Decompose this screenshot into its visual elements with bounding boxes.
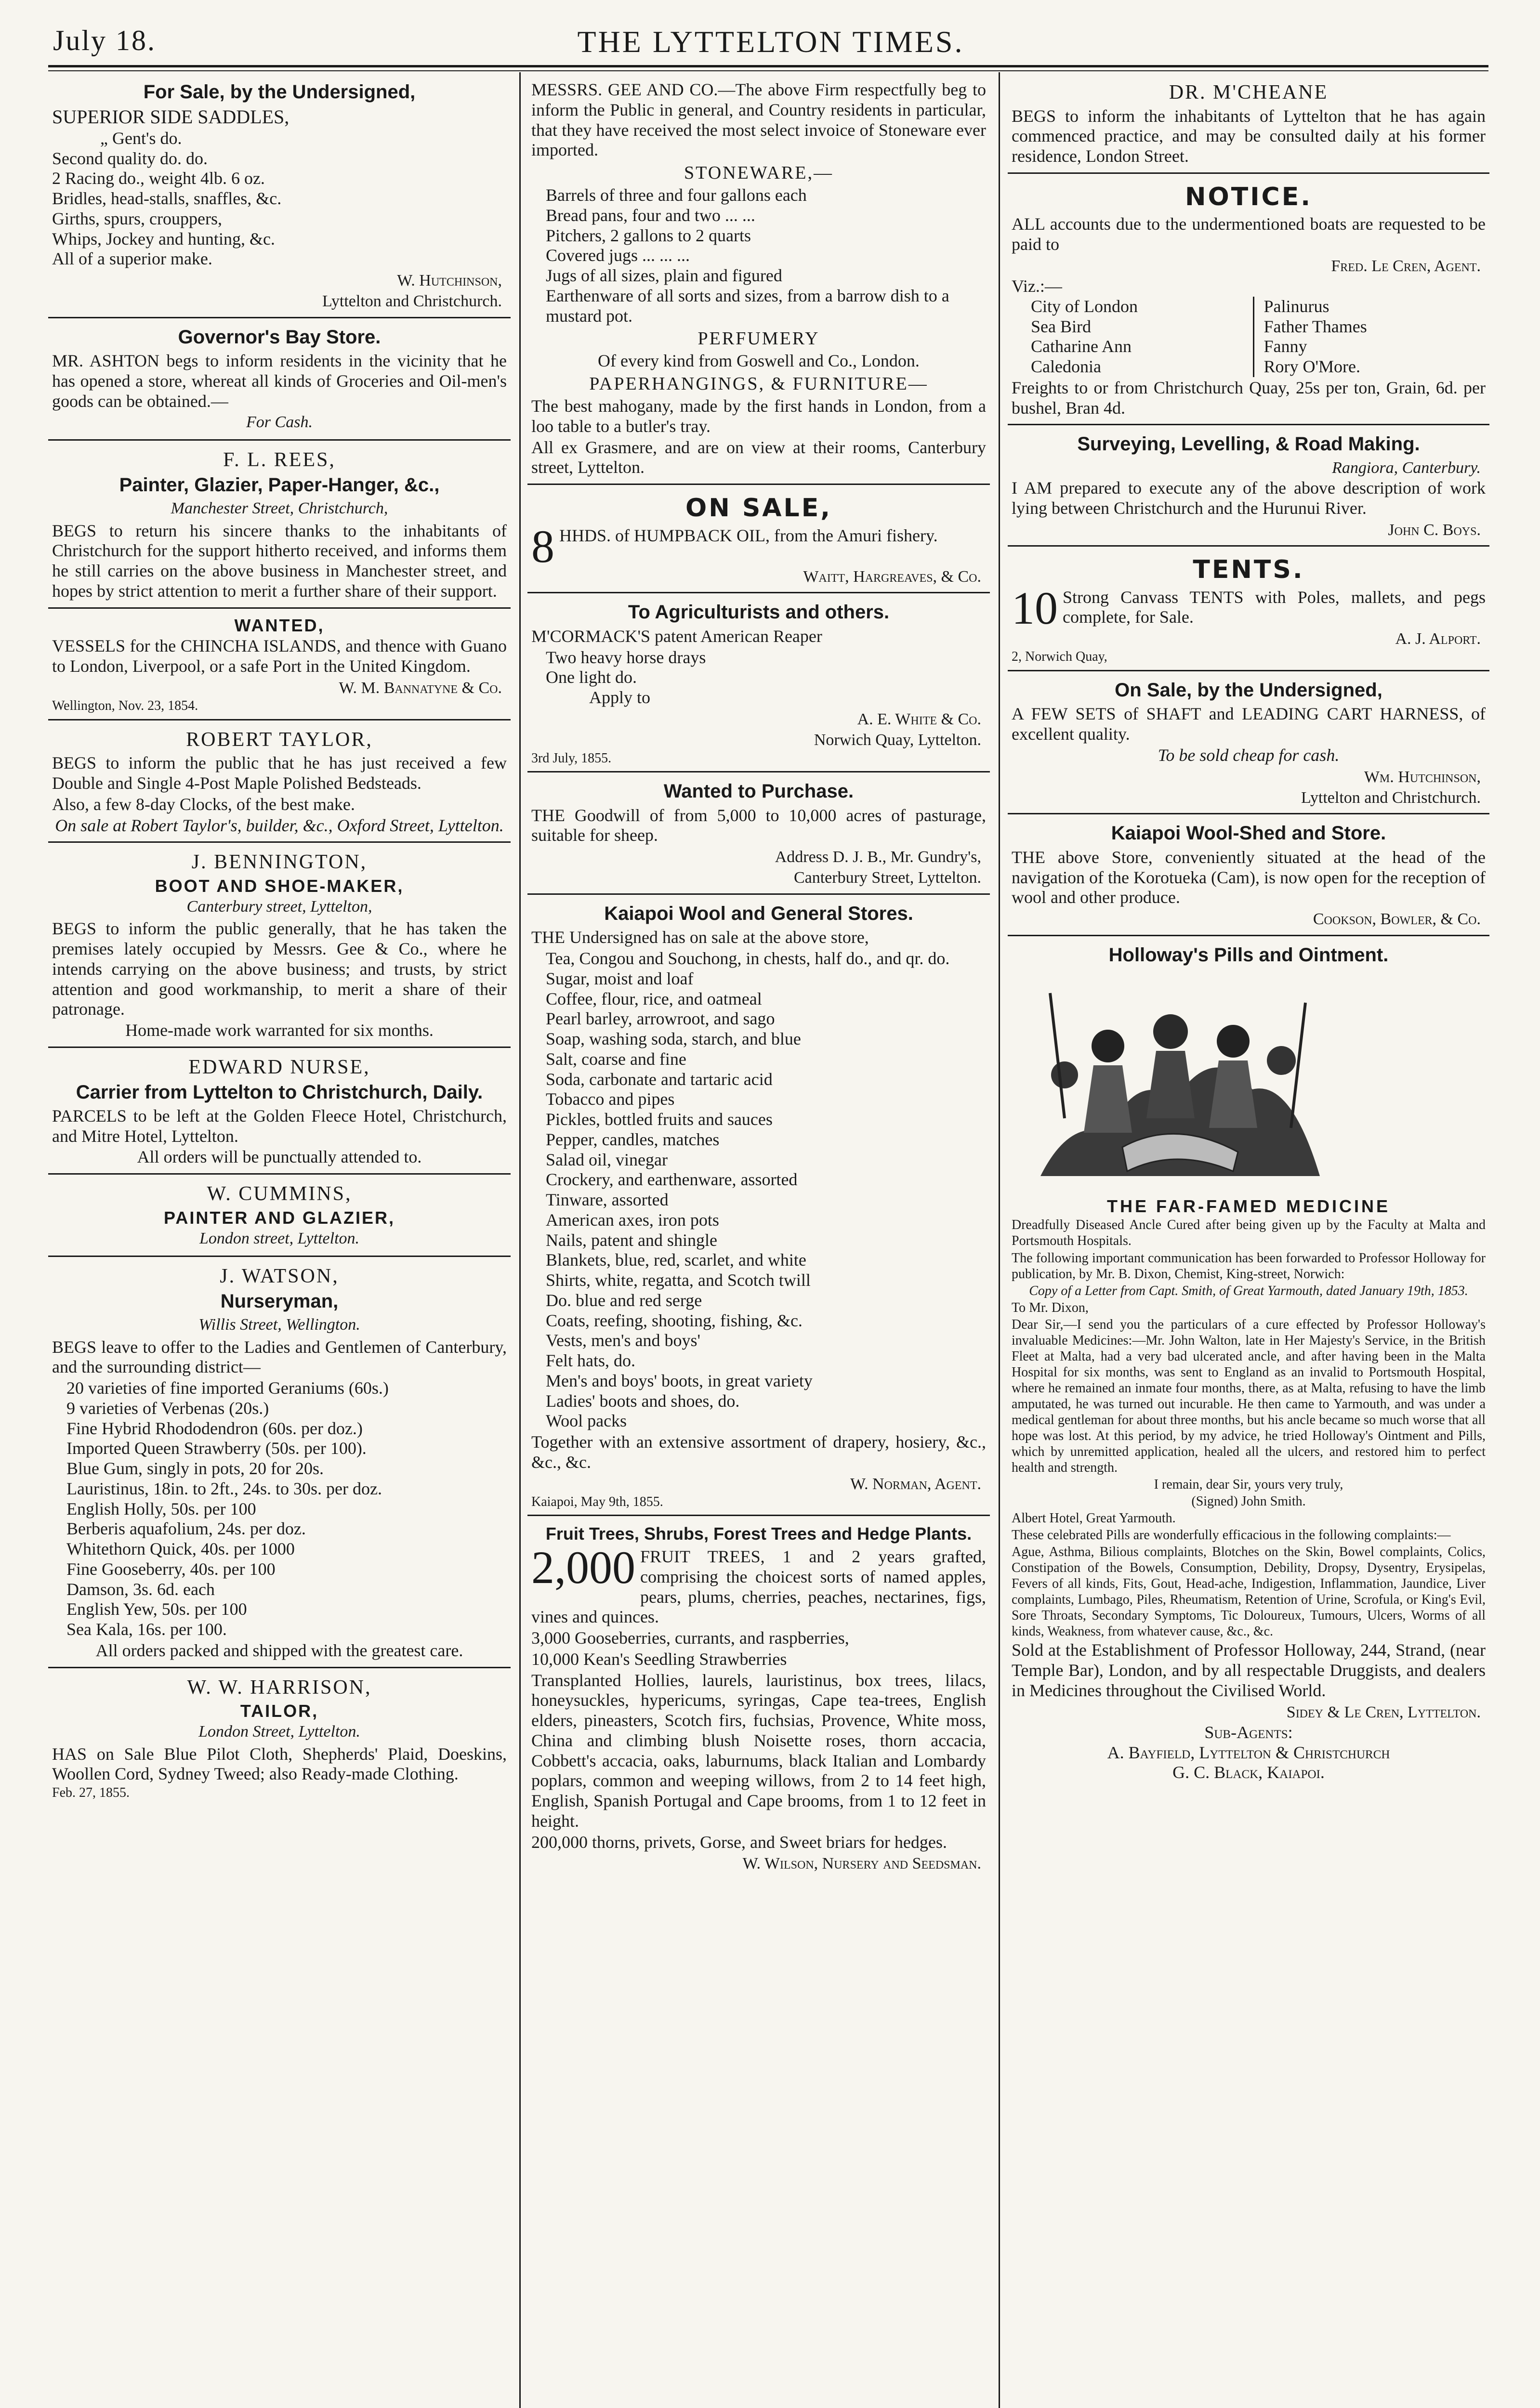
ad-note: On sale at Robert Taylor's, builder, &c., Oxford Street, Lyttelton. — [55, 815, 504, 835]
ad-agriculturists — [527, 597, 990, 772]
ad-trade: PAINTER AND GLAZIER, — [164, 1207, 395, 1228]
ad-body: THE Goodwill of from 5,000 to 10,000 acres of pasturage, suitable for sheep. — [531, 805, 986, 845]
signature: Sidey & Le Cren, Lyttelton. — [1286, 1703, 1481, 1721]
list-item: 20 varieties of fine imported Geraniums (60s.) — [66, 1378, 389, 1398]
ad-text: (Signed) John Smith. — [1191, 1493, 1306, 1509]
list-item: Lauristinus, 18in. to 2ft., 24s. to 30s. per doz. — [66, 1479, 382, 1498]
ad-address: London street, Lyttelton. — [199, 1229, 360, 1247]
ad-place: Rangiora, Canterbury. — [1332, 458, 1481, 477]
list-item: Catharine Ann — [1031, 337, 1132, 356]
list-item: Pearl barley, arrowroot, and sago — [546, 1009, 775, 1029]
ad-surveying — [1008, 429, 1489, 547]
ad-trade: BOOT AND SHOE-MAKER, — [155, 876, 404, 896]
ad-notice-boats — [1008, 178, 1489, 426]
goods-list — [531, 949, 986, 1431]
ad-text: The following important communication has been forwarded to Professor Holloway for publication, by Mr. B. Dixon, Chemist, King-street, Norwich: — [1012, 1250, 1486, 1282]
ad-body: ALL accounts due to the undermentioned boats are requested to be paid to — [1012, 214, 1486, 254]
signature-address: Lyttelton and Christchurch. — [322, 292, 502, 311]
list-item: Pepper, candles, matches — [546, 1129, 720, 1149]
list-item: City of London — [1031, 296, 1138, 316]
list-item: Sea Kala, 16s. per 100. — [66, 1620, 227, 1639]
column-3 — [1008, 77, 1489, 2408]
list-item: Tinware, assorted — [546, 1190, 669, 1210]
ad-note: All orders will be punctually attended to. — [137, 1147, 422, 1167]
list-item: SUPERIOR SIDE SADDLES, — [52, 106, 290, 128]
column-1 — [48, 77, 511, 2408]
ad-body: HAS on Sale Blue Pilot Cloth, Shepherds' Plaid, Doeskins, Woollen Cord, Sydney Tweed; also Ready-made Clothing. — [52, 1744, 507, 1784]
ad-body: BEGS to inform the public generally, that he has taken the premises lately occupied by Messrs. Gee & Co., where he intends carrying on the above business; and trusts, by strict attention and good workmanship, to merit a share of their patronage. — [52, 919, 507, 1019]
ad-trade: TAILOR, — [240, 1701, 319, 1721]
ad-name: ROBERT TAYLOR, — [186, 728, 373, 751]
ad-text: All ex Grasmere, and are on view at their rooms, Canterbury street, Lyttelton. — [531, 437, 986, 477]
list-item: Covered jugs ... ... ... — [546, 246, 690, 265]
list-item: Do. blue and red serge — [546, 1290, 702, 1310]
list-item: English Yew, 50s. per 100 — [66, 1599, 247, 1619]
ad-tents — [1008, 550, 1489, 671]
ad-body: BEGS to inform the public that he has just received a few Double and Single 4-Post Maple Polished Bedsteads. — [52, 753, 507, 793]
ad-text: 200,000 thorns, privets, Gorse, and Sweet briars for hedges. — [531, 1832, 947, 1852]
ad-header: TENTS. — [1193, 555, 1304, 585]
ad-text: Dreadfully Diseased Ancle Cured after being given up by the Faculty at Malta and Portsmouth Hospitals. — [1012, 1217, 1486, 1249]
ad-body: BEGS leave to offer to the Ladies and Gentlemen of Canterbury, and the surrounding district— — [52, 1337, 507, 1377]
signature: Waitt, Hargreaves, & Co. — [803, 567, 981, 586]
ad-text: Albert Hotel, Great Yarmouth. — [1012, 1511, 1176, 1526]
ad-body: THE above Store, conveniently situated at the head of the navigation of the Korotueka (Cam), is now open for the reception of wool and other produce. — [1012, 847, 1486, 907]
ad-address: London Street, Lyttelton. — [198, 1723, 360, 1741]
drop-number: 8 — [531, 520, 554, 572]
ad-text: Dear Sir,—I send you the particulars of a cure effected by Professor Holloway's invaluable Medicines:—Mr. John Walton, late in Her Majesty's Service, in the British Fleet at Malta, had a very bad ulcerated ancle, and after having been in the Malta Hospital for six months, was sent to England as an invalid to Portsmouth Hospital, where he remained an inmate four months, there, as at Malta, refusing to have the limb amputated, he was turned out incurable. He then came to Yarmouth, and was under a medical gentleman for about three months, but his ancle became so much worse that all hope was lost. At this period, by my advice, he tried Holloway's Ointment and Pills, which by unremitted application, healed all the ulcers, and restored him to perfect health and strength. — [1012, 1317, 1486, 1475]
list-item: Whips, Jockey and hunting, &c. — [52, 229, 275, 249]
ad-cart-harness — [1008, 675, 1489, 815]
ad-wanted-to-purchase — [527, 776, 990, 895]
signature-address: Lyttelton and Christchurch. — [1301, 789, 1481, 807]
ad-body: THE Undersigned has on sale at the above store, — [531, 928, 869, 947]
ad-harrison — [48, 1672, 511, 1806]
ad-note: Home-made work warranted for six months. — [125, 1021, 434, 1040]
ad-edward-nurse — [48, 1052, 511, 1175]
list-item: Soap, washing soda, starch, and blue — [546, 1029, 801, 1049]
list-item: Fanny — [1264, 337, 1307, 356]
list-item: 2 Racing do., weight 4lb. 6 oz. — [52, 169, 265, 188]
holloway-illustration — [1012, 974, 1349, 1186]
ad-note: For Cash. — [246, 413, 313, 431]
ad-body: HHDS. of HUMPBACK OIL, from the Amuri fishery. — [559, 525, 938, 545]
signature-address: Norwich Quay, Lyttelton. — [814, 731, 981, 749]
ad-body: MR. ASHTON begs to inform residents in the vicinity that he has opened a store, whereat all kinds of Groceries and Oil-men's goods can be obtained.— — [52, 351, 507, 411]
signature-address: Canterbury Street, Lyttelton. — [793, 869, 981, 887]
ad-text: The best mahogany, made by the first hands in London, from a loo table to a butler's tray. — [531, 396, 986, 436]
ad-trade: Carrier from Lyttelton to Christchurch, Daily. — [76, 1081, 483, 1103]
signature: John C. Boys. — [1388, 521, 1481, 539]
list-item: Tobacco and pipes — [546, 1089, 675, 1109]
ad-address: Manchester Street, Christchurch, — [171, 499, 388, 518]
list-item: Bridles, head-stalls, snaffles, &c. — [52, 189, 282, 209]
list-item: Sugar, moist and loaf — [546, 968, 694, 988]
list-item: Caledonia — [1031, 357, 1101, 377]
list-item: Whitethorn Quick, 40s. per 1000 — [66, 1539, 295, 1559]
masthead — [53, 24, 1488, 58]
ad-name: DR. M'CHEANE — [1169, 81, 1329, 104]
ad-text: 3,000 Gooseberries, currants, and raspberries, — [531, 1628, 849, 1648]
column-2 — [527, 77, 990, 2408]
issue-date: July 18. — [53, 25, 157, 56]
boat-list — [1012, 297, 1486, 377]
ad-gee-and-co — [527, 77, 990, 485]
ad-body: FRUIT TREES, 1 and 2 years grafted, comprising the choicest sorts of named apples, pears, plums, cherries, peaches, nectarines, figs, vines and quinces. — [531, 1547, 986, 1627]
ad-note: All orders packed and shipped with the greatest care. — [95, 1640, 463, 1660]
list-item: Earthenware of all sorts and sizes, from a barrow dish to a mustard pot. — [546, 286, 949, 326]
ad-body: A FEW SETS of SHAFT and LEADING CART HARNESS, of excellent quality. — [1012, 704, 1486, 744]
ad-header: Holloway's Pills and Ointment. — [1108, 944, 1389, 966]
list-item: Imported Queen Strawberry (50s. per 100). — [66, 1439, 367, 1458]
list-item: Nails, patent and shingle — [546, 1230, 717, 1250]
ad-humpback-oil — [527, 489, 990, 593]
ad-text: Copy of a Letter from Capt. Smith, of Great Yarmouth, dated January 19th, 1853. — [1029, 1283, 1468, 1298]
ad-note: To be sold cheap for cash. — [1158, 745, 1340, 765]
list-item: Blue Gum, singly in pots, 20 for 20s. — [66, 1459, 324, 1479]
list-item: Crockery, and earthenware, assorted — [546, 1170, 798, 1190]
signature: W. Norman, Agent. — [850, 1475, 981, 1493]
ad-body: MESSRS. GEE AND CO.—The above Firm respectfully beg to inform the Public in general, and Country residents in particular, that they have received the most select invoice of Stoneware ever imported. — [531, 80, 986, 160]
ad-name: W. CUMMINS, — [207, 1183, 352, 1205]
list-item: Felt hats, do. — [546, 1351, 635, 1371]
list-item: Ladies' boots and shoes, do. — [546, 1391, 740, 1411]
ad-date: Feb. 27, 1855. — [52, 1785, 130, 1801]
list-item: Palinurus — [1264, 296, 1329, 316]
list-item: Berberis aquafolium, 24s. per doz. — [66, 1519, 306, 1539]
drop-number: 10 — [1012, 582, 1058, 634]
ad-bennington — [48, 847, 511, 1047]
list-item: Girths, spurs, crouppers, — [52, 209, 222, 228]
ad-header: Wanted to Purchase. — [663, 781, 854, 802]
ad-name: J. WATSON, — [220, 1265, 339, 1288]
list-item: Soda, carbonate and tartaric acid — [546, 1069, 773, 1089]
list-item: Coffee, flour, rice, and oatmeal — [546, 989, 762, 1008]
ad-name: W. W. HARRISON, — [187, 1676, 372, 1699]
section-heading: PAPERHANGINGS, & FURNITURE— — [589, 374, 928, 394]
ad-text: 10,000 Kean's Seedling Strawberries — [531, 1649, 787, 1669]
ad-date: 3rd July, 1855. — [531, 750, 612, 766]
plant-list — [52, 1378, 507, 1640]
ad-rees — [48, 445, 511, 609]
list-item: Fine Hybrid Rhododendron (60s. per doz.) — [66, 1418, 363, 1438]
ad-header: To Agriculturists and others. — [628, 602, 890, 623]
ad-header: WANTED, — [234, 615, 325, 635]
list-item: Jugs of all sizes, plain and figured — [546, 266, 782, 286]
ad-header: ON SALE, — [685, 494, 832, 523]
list-item: Father Thames — [1264, 316, 1367, 336]
ad-extra: Also, a few 8-day Clocks, of the best make. — [52, 794, 355, 814]
ad-body: M'CORMACK'S patent American Reaper — [531, 626, 822, 646]
ad-date: Wellington, Nov. 23, 1854. — [52, 698, 198, 714]
ad-header: For Sale, by the Undersigned, — [143, 81, 416, 103]
list-item: Second quality do. do. — [52, 148, 208, 168]
newspaper-title: THE LYTTELTON TIMES. — [577, 25, 964, 59]
ad-header: Surveying, Levelling, & Road Making. — [1077, 433, 1420, 455]
ad-header: Fruit Trees, Shrubs, Forest Trees and Hedge Plants. — [545, 1524, 972, 1544]
ad-wanted-vessels — [48, 613, 511, 720]
ad-header: Governor's Bay Store. — [178, 326, 381, 348]
ad-trade: Painter, Glazier, Paper-Hanger, &c., — [119, 474, 440, 496]
list-item: Tea, Congou and Souchong, in chests, half do., and qr. do. — [546, 949, 950, 968]
signature: Wm. Hutchinson, — [1364, 768, 1481, 786]
ad-header: On Sale, by the Undersigned, — [1115, 679, 1382, 701]
column-divider-2 — [999, 72, 1000, 2408]
ad-text: Together with an extensive assortment of drapery, hosiery, &c., &c., &c. — [531, 1432, 986, 1472]
list-item: Barrels of three and four gallons each — [546, 185, 807, 205]
ad-text: Ague, Asthma, Bilious complaints, Blotches on the Skin, Bowel complaints, Colics, Constipation of the Bowels, Consumption, Debility, Dropsy, Dysentry, Erysipelas, Fevers of all kinds, Fits, Gout, Head-ache, Indigestion, Inflammation, Jaundice, Liver complaints, Lumbago, Piles, Rheumatism, Retention of Urine, Scrofula, or King's Evil, Sore Throats, Secondary Symptoms, Tic Doloureux, Tumours, Ulcers, Worms of all kinds, Weakness, from whatever cause, &c., &c. — [1012, 1544, 1486, 1639]
list-item: Shirts, white, regatta, and Scotch twill — [546, 1270, 811, 1290]
ad-date: Kaiapoi, May 9th, 1855. — [531, 1494, 663, 1509]
list-item: 9 varieties of Verbenas (20s.) — [66, 1398, 269, 1418]
list-item: Fine Gooseberry, 40s. per 100 — [66, 1559, 276, 1579]
ad-cummins — [48, 1178, 511, 1257]
ad-kaiapoi-stores — [527, 899, 990, 1517]
signature: Address D. J. B., Mr. Gundry's, — [775, 848, 981, 866]
ad-body: I AM prepared to execute any of the above description of work lying between Christchurch and the Hurunui River. — [1012, 478, 1486, 518]
signature: W. M. Bannatyne & Co. — [339, 679, 502, 697]
ad-header: NOTICE. — [1185, 182, 1312, 211]
ad-header: Kaiapoi Wool-Shed and Store. — [1111, 823, 1386, 844]
ad-trade: Nurseryman, — [220, 1290, 339, 1312]
sub-agent: A. Bayfield, Lyttelton & Christchurch — [1107, 1742, 1390, 1762]
signature: W. Wilson, Nursery and Seedsman. — [742, 1855, 981, 1873]
list-item: Sea Bird — [1031, 316, 1091, 336]
ad-name: F. L. REES, — [223, 448, 336, 471]
testimonial — [1012, 1217, 1486, 1639]
illustration-caption: THE FAR-FAMED MEDICINE — [1106, 1196, 1390, 1216]
ad-name: EDWARD NURSE, — [188, 1056, 370, 1078]
ad-address: Willis Street, Wellington. — [198, 1316, 360, 1334]
list-item: English Holly, 50s. per 100 — [66, 1499, 256, 1518]
list-item: Salad oil, vinegar — [546, 1150, 668, 1169]
signature: A. J. Alport. — [1395, 630, 1481, 648]
viz-label: Viz.:— — [1012, 276, 1062, 296]
list-item: Wool packs — [546, 1411, 627, 1431]
list-item: Bread pans, four and two ... ... — [546, 205, 755, 225]
ad-text: To Mr. Dixon, — [1012, 1300, 1089, 1315]
ad-governors-bay-store — [48, 322, 511, 441]
signature: A. E. White & Co. — [857, 710, 981, 728]
section-heading: STONEWARE,— — [684, 163, 833, 183]
list-item: Two heavy horse drays — [546, 647, 706, 667]
list-item: All of a superior make. — [52, 249, 212, 269]
ad-robert-taylor — [48, 724, 511, 843]
ad-holloway — [1008, 940, 1489, 1788]
ad-side-saddles — [48, 77, 511, 318]
ad-body: Strong Canvass TENTS with Poles, mallets, and pegs complete, for Sale. — [1063, 587, 1486, 627]
ad-header: Kaiapoi Wool and General Stores. — [604, 903, 913, 924]
ad-address: 2, Norwich Quay, — [1012, 649, 1107, 665]
signature: Cookson, Bowler, & Co. — [1313, 910, 1481, 929]
ad-text: Of every kind from Goswell and Co., London. — [598, 351, 920, 371]
ad-watson — [48, 1261, 511, 1668]
list-item: Apply to — [589, 688, 651, 707]
ad-text: Transplanted Hollies, laurels, lauristinus, box trees, lilacs, honeysuckles, hypericums, syringas, Cape tea-trees, English elders, pineasters, Scotch firs, fuchsias, Provence, White moss, China and climbing blush Noisette roses, thorn accacia, Cobbett's accacia, oaks, laburnums, black Italian and Lombardy poplars, common and weeping willows, from 2 to 14 feet high, English, Spanish Portugal and Cape brooms, from 1 to 12 feet in height. — [531, 1670, 986, 1831]
masthead-rule — [48, 65, 1488, 71]
ad-body: PARCELS to be left at the Golden Fleece Hotel, Christchurch, and Mitre Hotel, Lyttelton. — [52, 1106, 507, 1146]
sub-agent: G. C. Black, Kaiapoi. — [1172, 1763, 1325, 1782]
ad-text: Sold at the Establishment of Professor Holloway, 244, Strand, (near Temple Bar), London, and by all respectable Druggists, and dealers in Medicines throughout the Civilised World. — [1012, 1640, 1486, 1700]
ad-kaiapoi-woolshed — [1008, 818, 1489, 936]
list-item: Vests, men's and boys' — [546, 1331, 700, 1350]
ad-body: BEGS to inform the inhabitants of Lyttelton that he has again commenced practice, and may be consulted daily at his former residence, London Street. — [1012, 106, 1486, 166]
section-heading: PERFUMERY — [698, 328, 820, 349]
list-item: Pickles, bottled fruits and sauces — [546, 1110, 773, 1129]
column-divider-1 — [519, 72, 521, 2408]
list-item: Rory O'More. — [1264, 357, 1360, 377]
ad-body: VESSELS for the CHINCHA ISLANDS, and thence with Guano to London, Liverpool, or a safe Port in the United Kingdom. — [52, 636, 507, 676]
ad-body: BEGS to return his sincere thanks to the inhabitants of Christchurch for the support hitherto received, and informs them he still carries on the above business in Manchester street, and hopes by strict attention to merit a further share of their support. — [52, 521, 507, 601]
list-item: Coats, reefing, shooting, fishing, &c. — [546, 1310, 803, 1330]
list-item: „ Gent's do. — [100, 128, 182, 148]
ad-text: I remain, dear Sir, yours very truly, — [1154, 1477, 1343, 1492]
ad-fruit-trees — [527, 1520, 990, 1879]
list-item: Salt, coarse and fine — [546, 1049, 686, 1069]
list-item: American axes, iron pots — [546, 1210, 719, 1230]
list-item: Blankets, blue, red, scarlet, and white — [546, 1250, 806, 1270]
drop-number: 2,000 — [531, 1542, 635, 1594]
ad-dr-mcheane — [1008, 77, 1489, 174]
list-item: Pitchers, 2 gallons to 2 quarts — [546, 225, 751, 245]
list-item: Damson, 3s. 6d. each — [66, 1579, 215, 1599]
list-item: One light do. — [546, 667, 637, 687]
signature: Fred. Le Cren, Agent. — [1331, 257, 1481, 275]
ad-text: Freights to or from Christchurch Quay, 25s per ton, Grain, 6d. per bushel, Bran 4d. — [1012, 378, 1486, 418]
list-item: Men's and boys' boots, in great variety — [546, 1371, 813, 1390]
ad-text: These celebrated Pills are wonderfully efficacious in the following complaints:— — [1012, 1528, 1451, 1543]
ad-name: J. BENNINGTON, — [191, 851, 368, 874]
signature: W. Hutchinson, — [397, 272, 502, 290]
sub-agents-heading: Sub-Agents: — [1204, 1722, 1293, 1742]
ad-address: Canterbury street, Lyttelton, — [186, 897, 372, 916]
